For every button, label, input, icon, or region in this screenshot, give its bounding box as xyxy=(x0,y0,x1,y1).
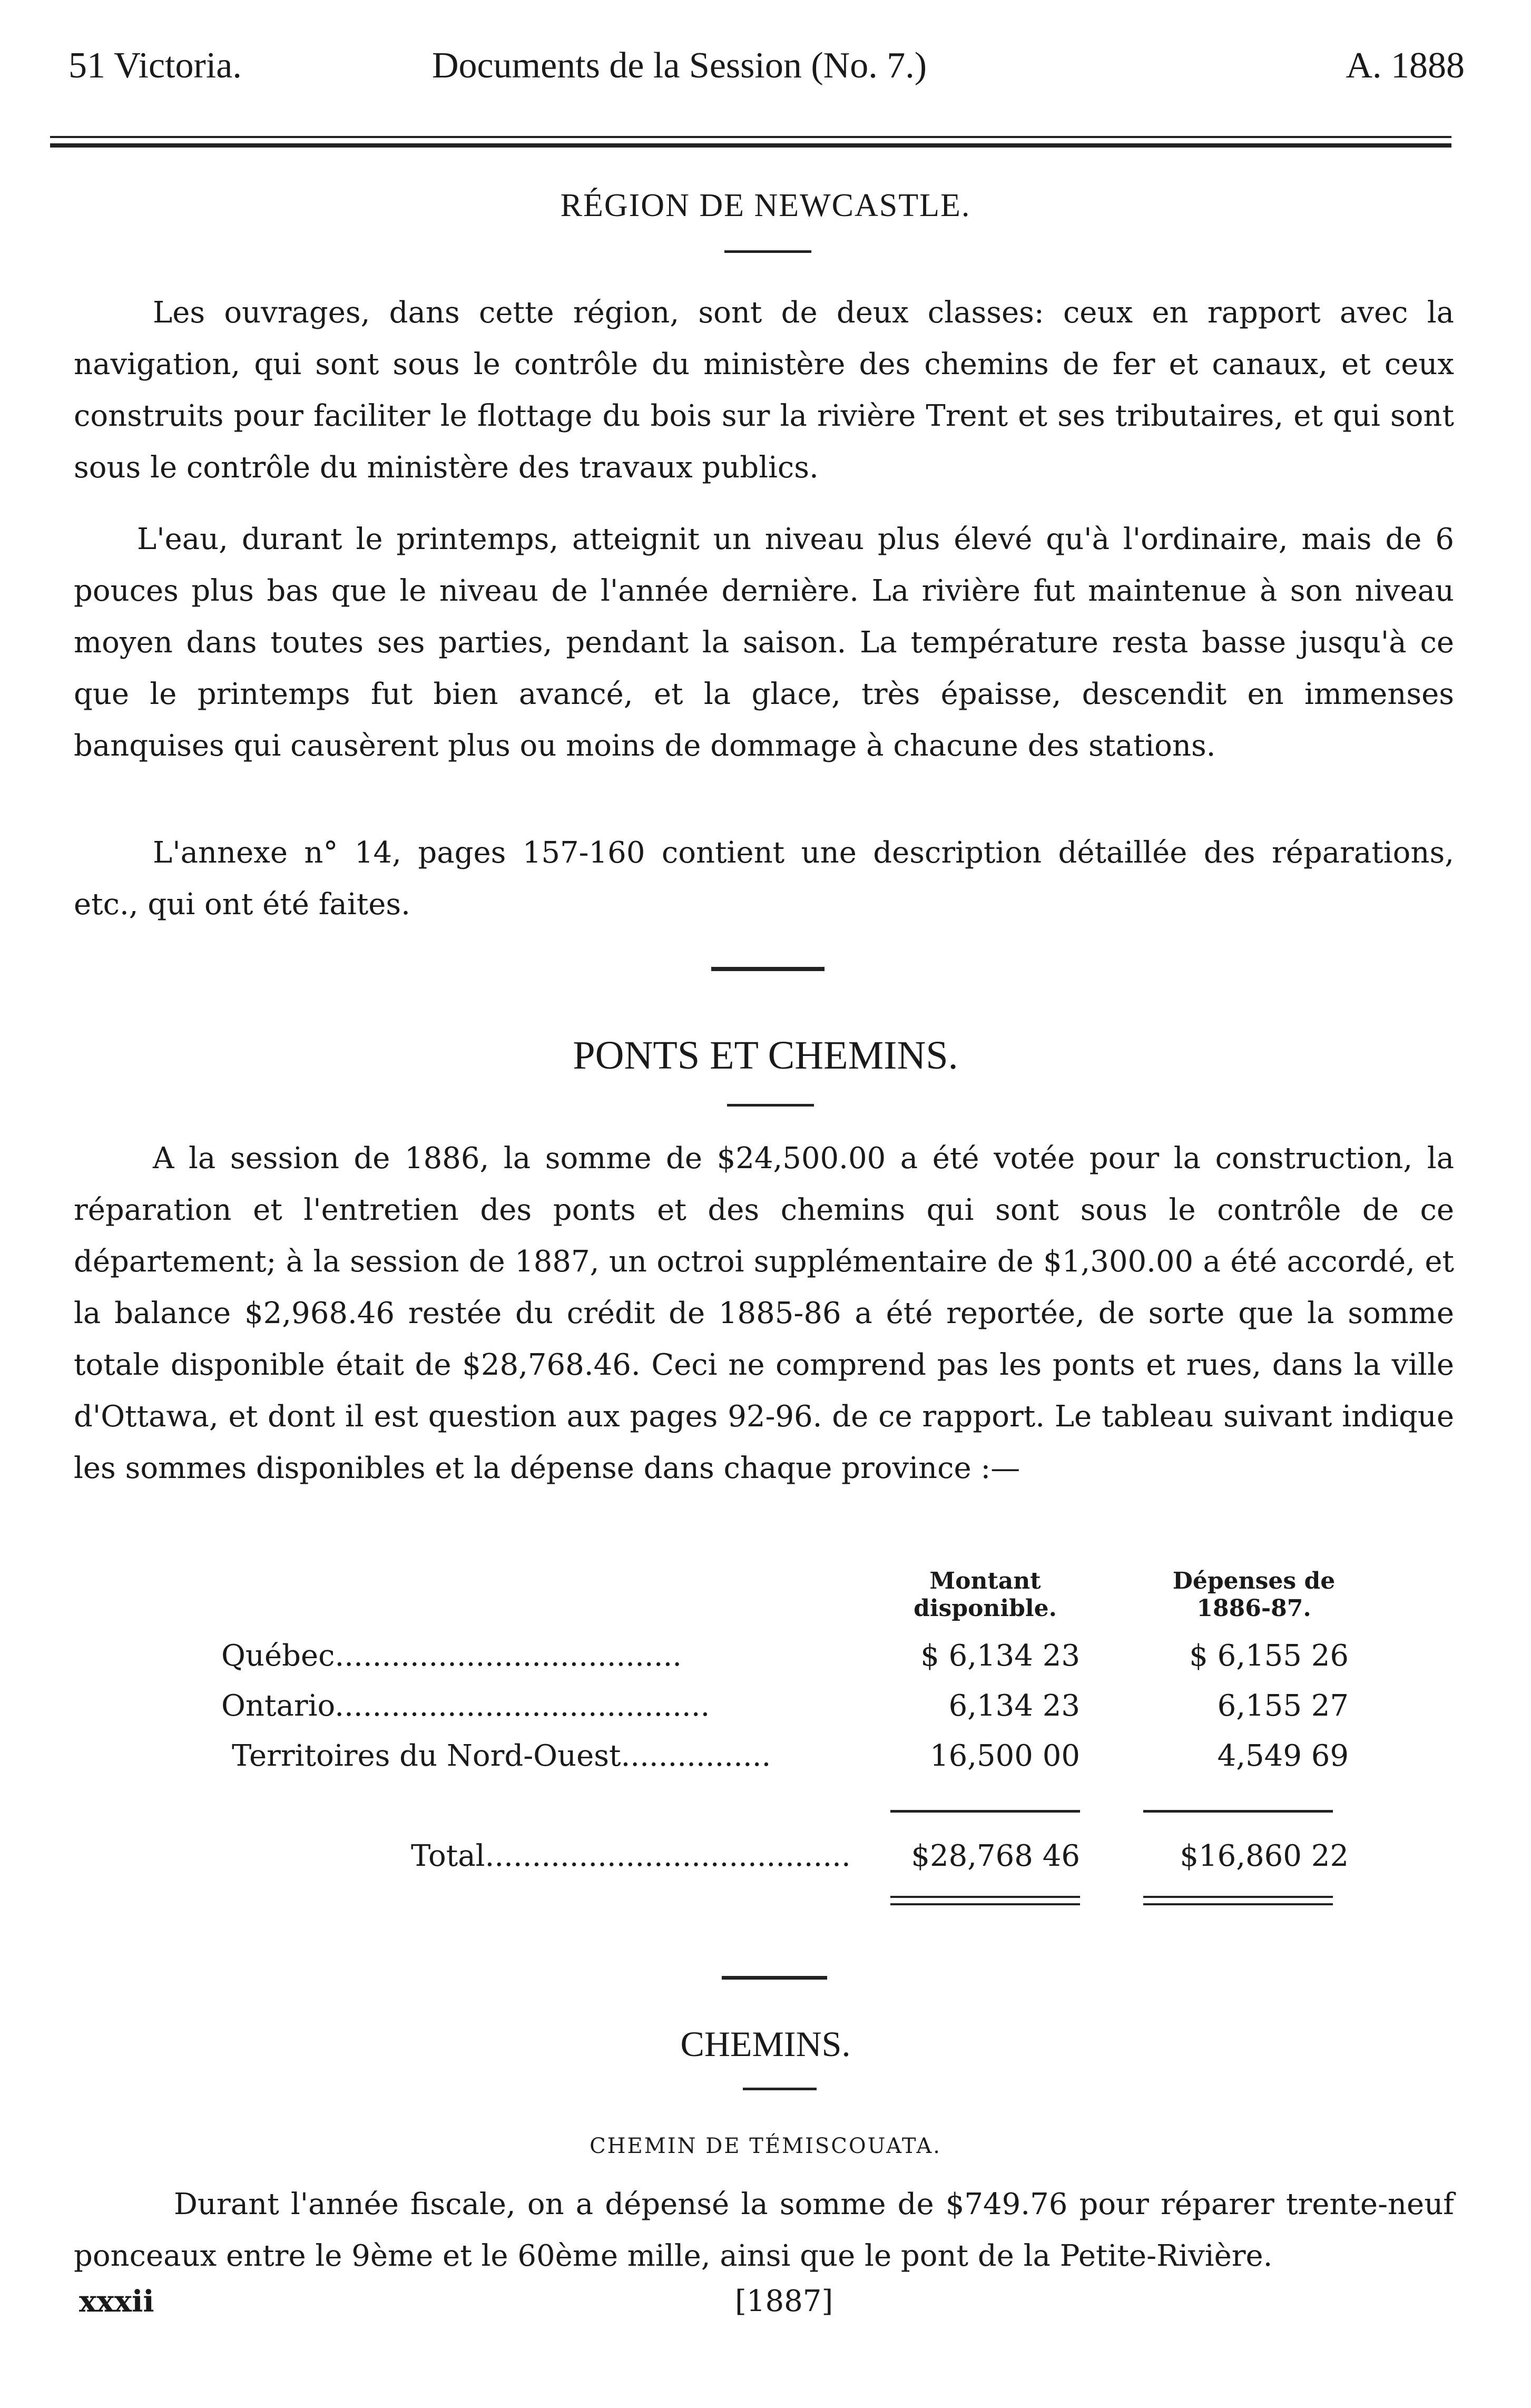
row-available: $ 6,134 23 xyxy=(920,1639,1080,1673)
table-total-row xyxy=(221,1839,1349,1886)
row-label: Québec..................................... xyxy=(221,1639,682,1673)
column-header-montant xyxy=(896,1568,1075,1622)
row-label: Ontario........................................ xyxy=(221,1689,710,1723)
total-double-rule xyxy=(1143,1896,1333,1898)
section-title-ponts-et-chemins: PONTS ET CHEMINS. xyxy=(573,1033,958,1078)
section-separator xyxy=(722,1976,827,1980)
section-title-chemins: CHEMINS. xyxy=(680,2024,851,2064)
paragraph-newcastle-3: L'annexe n° 14, pages 157-160 contient une description détaillée des réparations, etc., qui ont été faites. xyxy=(74,836,1454,922)
running-header xyxy=(68,45,1465,92)
total-spent: $16,860 22 xyxy=(1180,1839,1349,1873)
column-header-montant-line2: disponible. xyxy=(914,1595,1057,1622)
header-rule-thick xyxy=(50,143,1451,148)
paragraph-temiscouata: Durant l'année fiscale, on a dépensé la somme de $749.76 pour réparer trente-neuf ponceaux entre le 9ème et le 60ème mille, ainsi que le pont de la Petite-Rivière. xyxy=(74,2187,1454,2273)
row-spent: 4,549 69 xyxy=(1217,1739,1349,1773)
row-available: 6,134 23 xyxy=(948,1689,1080,1723)
header-rule-thin xyxy=(50,136,1451,138)
table-row xyxy=(221,1739,1349,1786)
title-dash xyxy=(743,2088,817,2090)
column-header-montant-line1: Montant xyxy=(929,1568,1041,1594)
paragraph-newcastle-1: Les ouvrages, dans cette région, sont de deux classes: ceux en rapport avec la navigation, qui sont sous le contrôle du ministère des chemins de fer et canaux, et ceux construits pour faciliter le flottage du bois sur la rivière Trent et ses tributaires, et qui sont sous le contrôle du ministère des travaux publics. xyxy=(74,296,1454,485)
title-dash xyxy=(727,1104,814,1107)
total-rule xyxy=(1143,1810,1333,1813)
total-rule xyxy=(890,1810,1080,1813)
header-victoria: 51 Victoria. xyxy=(68,45,242,86)
header-documents: Documents de la Session (No. 7.) xyxy=(432,45,927,86)
header-year: A. 1888 xyxy=(1346,45,1465,86)
total-available: $28,768 46 xyxy=(911,1839,1080,1873)
column-header-depenses xyxy=(1154,1568,1354,1622)
column-header-depenses-line1: Dépenses de xyxy=(1172,1568,1336,1594)
row-spent: $ 6,155 26 xyxy=(1189,1639,1349,1673)
row-available: 16,500 00 xyxy=(929,1739,1080,1773)
total-double-rule xyxy=(1143,1903,1333,1905)
row-spent: 6,155 27 xyxy=(1217,1689,1349,1723)
paragraph-ponts-et-chemins: A la session de 1886, la somme de $24,500.00 a été votée pour la construction, la réparation et l'entretien des ponts et des chemins qui sont sous le contrôle de ce département; à la session de 1887, un octroi supplémentaire de $1,300.00 a été accordé, et la balance $2,968.46 restée du crédit de 1885-86 a été reportée, de sorte que la somme totale disponible était de $28,768.46. Ceci ne comprend pas les ponts et rues, dans la ville d'Ottawa, et dont il est question aux pages 92-96. de ce rapport. Le tableau suivant indique les sommes disponibles et la dépense dans chaque province :— xyxy=(74,1141,1454,1485)
total-double-rule xyxy=(890,1903,1080,1905)
section-separator xyxy=(711,967,825,971)
total-double-rule xyxy=(890,1896,1080,1898)
title-dash xyxy=(724,250,811,253)
table-row xyxy=(221,1689,1349,1736)
footer-year: [1887] xyxy=(735,2284,833,2318)
subtitle-temiscouata: CHEMIN DE TÉMISCOUATA. xyxy=(590,2134,941,2158)
total-label: Total....................................... xyxy=(411,1839,851,1873)
footer-page-number: xxxii xyxy=(79,2284,154,2319)
table-row xyxy=(221,1639,1349,1686)
paragraph-newcastle-2: L'eau, durant le printemps, atteignit un niveau plus élevé qu'à l'ordinaire, mais de 6 pouces plus bas que le niveau de l'année dernière. La rivière fut maintenue à son niveau moyen dans toutes ses parties, pendant la saison. La température resta basse jusqu'à ce que le printemps fut bien avancé, et la glace, très épaisse, descendit en immenses banquises qui causèrent plus ou moins de dommage à chacune des stations. xyxy=(74,522,1454,763)
column-header-depenses-line2: 1886-87. xyxy=(1196,1595,1311,1622)
row-label: Territoires du Nord-Ouest................ xyxy=(232,1739,771,1773)
section-title-newcastle: RÉGION DE NEWCASTLE. xyxy=(560,188,971,223)
